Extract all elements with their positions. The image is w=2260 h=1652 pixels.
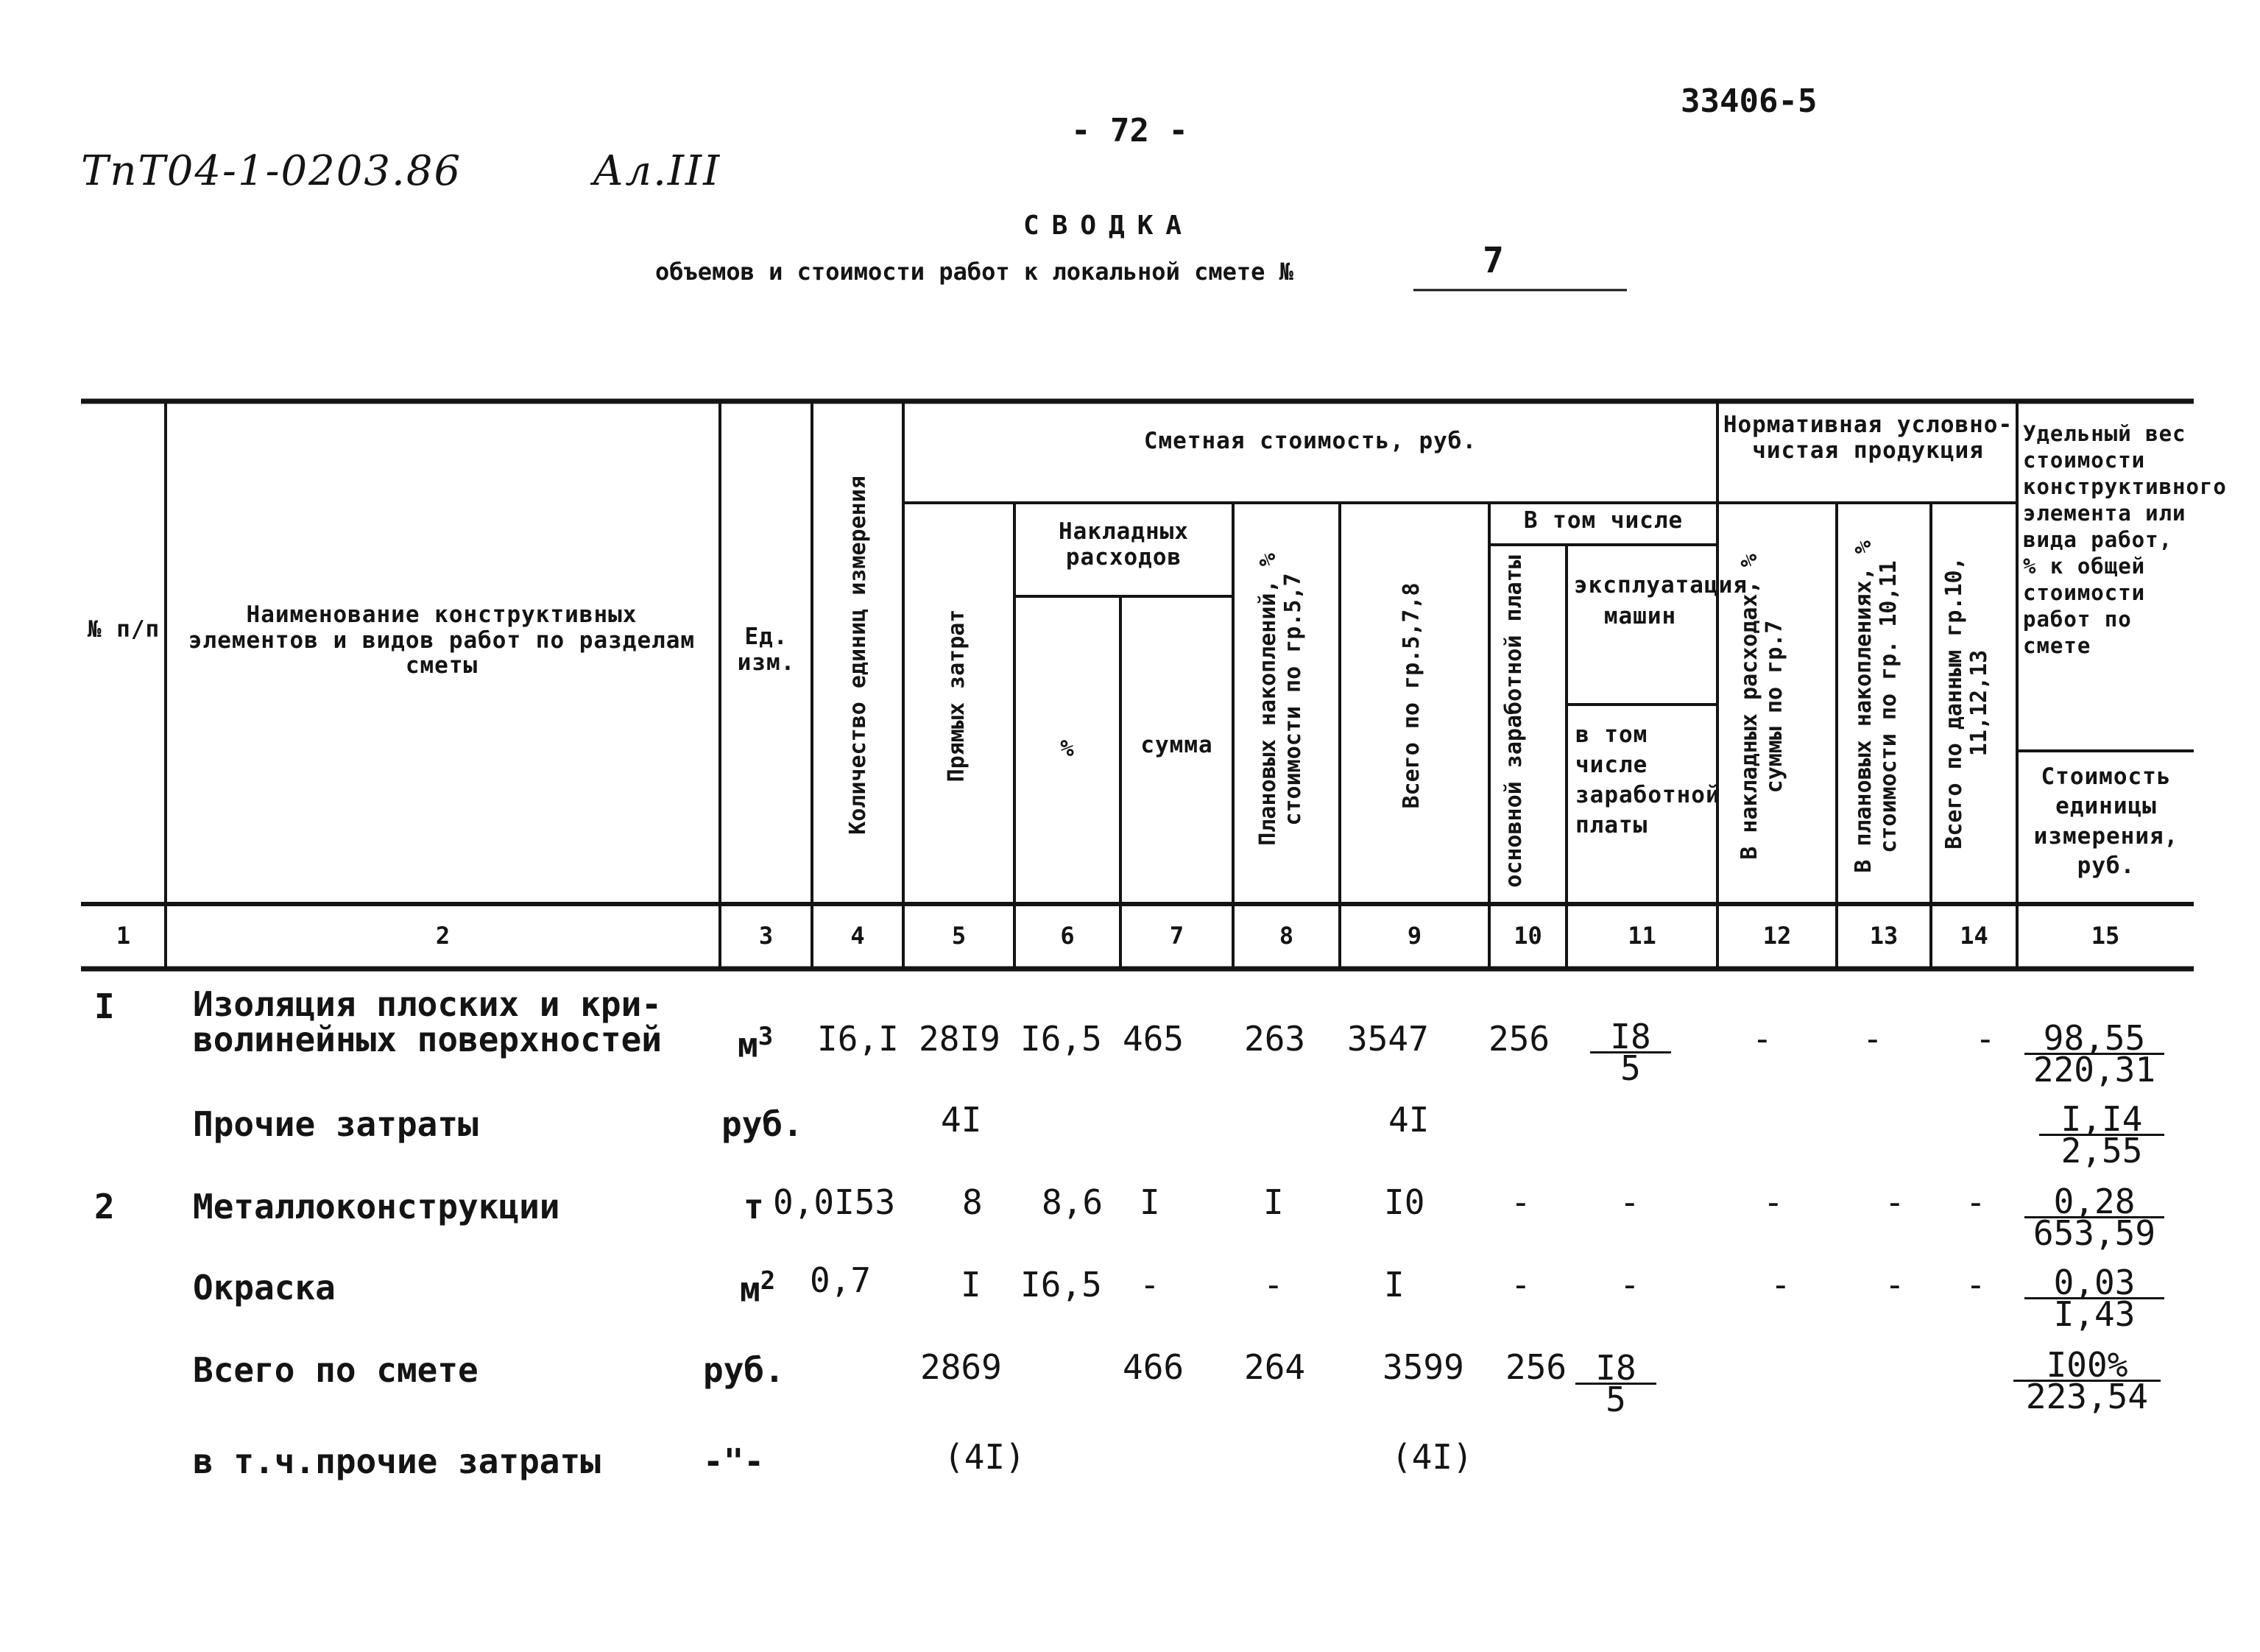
row-machine-operation: -: [1620, 1265, 1640, 1305]
document-title: СВОДКА: [1023, 211, 1195, 241]
row-direct-costs: 2869: [920, 1347, 1002, 1387]
row-specific-weight: $\frac{0,03}{I,43}$: [2024, 1268, 2164, 1329]
row-unit: $м^3$: [738, 1022, 774, 1065]
col-header-machine-wages: в том числе заработной платы: [1575, 721, 1720, 839]
col-header-in-overhead: В накладных расходах, % суммы по гр.7: [1737, 554, 1787, 860]
row-quantity: I6,I: [817, 1019, 899, 1059]
col-number: 2: [435, 922, 451, 950]
col-number: 13: [1869, 922, 1899, 950]
row-number: I: [94, 986, 115, 1026]
col-number: 4: [850, 922, 865, 950]
row-in-overhead: -: [1752, 1019, 1773, 1059]
row-total: 4I: [1388, 1100, 1430, 1140]
col-header-number: № п/п: [87, 616, 160, 643]
row-total-by-data: -: [1966, 1182, 1986, 1222]
row-name: Изоляция плоских и кри- волинейных поверхностей: [193, 984, 662, 1059]
col-header-quantity: Количество единиц измерения: [845, 476, 871, 835]
row-specific-weight: $\frac{98,55}{220,31}$: [2024, 1023, 2164, 1084]
col-header-base-wages: основной заработной платы: [1501, 555, 1527, 888]
row-total: (4I): [1391, 1437, 1473, 1477]
row-machine-operation: -: [1620, 1182, 1640, 1222]
row-total: I0: [1384, 1182, 1425, 1222]
row-total-by-data: -: [1975, 1019, 1996, 1059]
col-header-unit-cost: Стоимость единицы измерения, руб.: [2033, 763, 2179, 879]
col-header-machine-operation: эксплуатация машин: [1574, 572, 1748, 629]
row-in-planned-savings: -: [1885, 1265, 1905, 1305]
row-unit: руб.: [721, 1104, 803, 1144]
row-total: 3547: [1347, 1019, 1429, 1059]
row-name: в т.ч.прочие затраты: [193, 1441, 601, 1481]
row-base-wages: -: [1511, 1182, 1531, 1222]
row-unit: $м^2$: [740, 1266, 776, 1310]
row-machine-operation: $\frac{I8}{5}$: [1590, 1022, 1671, 1083]
row-in-planned-savings: -: [1862, 1019, 1883, 1059]
album-code: Ал.III: [593, 147, 721, 195]
col-group-estimated-cost: Сметная стоимость, руб.: [1143, 428, 1477, 454]
col-header-overhead-sum: сумма: [1140, 732, 1213, 758]
col-header-total: Всего по гр.5,7,8: [1399, 582, 1424, 809]
row-machine-operation: $\frac{I8}{5}$: [1575, 1353, 1656, 1414]
row-name: Всего по смете: [193, 1350, 479, 1390]
row-unit: руб.: [703, 1350, 785, 1390]
col-number: 10: [1514, 922, 1542, 950]
row-name: Металлоконструкции: [193, 1187, 560, 1226]
row-overhead-sum: 466: [1123, 1347, 1184, 1387]
row-planned-savings: 263: [1244, 1019, 1306, 1059]
row-total: 3599: [1383, 1347, 1464, 1387]
col-number: 7: [1169, 922, 1184, 950]
row-total: I: [1384, 1265, 1405, 1305]
col-group-overhead: Накладных расходов: [1059, 518, 1189, 571]
row-unit: -"-: [703, 1441, 765, 1481]
row-direct-costs: (4I): [944, 1437, 1025, 1477]
row-overhead-percent: I6,5: [1020, 1019, 1102, 1059]
col-header-specific-weight: Удельный вес стоимости конструктивного элемента или вида работ, % к общей стоимости работ по смете: [2023, 421, 2227, 658]
col-number: 11: [1628, 922, 1656, 950]
row-base-wages: -: [1511, 1265, 1531, 1305]
row-in-overhead: -: [1770, 1265, 1791, 1305]
row-overhead-sum: -: [1140, 1265, 1160, 1305]
col-header-planned-savings: Плановых накоплений, % стоимости по гр.5,7: [1255, 553, 1306, 846]
row-overhead-sum: 465: [1123, 1019, 1184, 1059]
page-number: - 72 -: [1071, 112, 1188, 149]
col-number: 6: [1060, 922, 1075, 950]
row-quantity: 0,0I53: [773, 1182, 896, 1222]
document-code: ТпТ04-1-0203.86: [81, 147, 462, 195]
row-base-wages: 256: [1505, 1347, 1567, 1387]
col-header-unit: Ед. изм.: [737, 624, 796, 676]
row-direct-costs: 28I9: [919, 1019, 1000, 1059]
estimate-number: 7: [1483, 240, 1504, 281]
col-header-overhead-percent: %: [1060, 735, 1075, 762]
row-specific-weight: $\frac{0,28}{653,59}$: [2024, 1187, 2164, 1248]
col-number: 3: [758, 922, 774, 950]
col-header-in-planned-savings: В плановых накоплениях, % стоимости по гр. 10,11: [1851, 540, 1901, 873]
row-in-overhead: -: [1763, 1182, 1784, 1222]
col-number: 14: [1960, 922, 1988, 950]
row-specific-weight: $\frac{I,I4}{2,55}$: [2039, 1104, 2164, 1165]
row-total-by-data: -: [1966, 1265, 1986, 1305]
col-header-direct-costs: Прямых затрат: [944, 609, 970, 783]
col-header-name: Наименование конструктивных элементов и видов работ по разделам сметы: [188, 601, 696, 679]
row-in-planned-savings: -: [1885, 1182, 1905, 1222]
sheet-code: 33406-5: [1681, 82, 1818, 120]
col-number: 8: [1279, 922, 1294, 950]
row-planned-savings: 264: [1244, 1347, 1306, 1387]
col-header-total-by-data: Всего по данным гр.10, 11,12,13: [1941, 557, 1992, 850]
document-subtitle: объемов и стоимости работ к локальной смете №: [655, 258, 1293, 286]
row-direct-costs: I: [961, 1265, 981, 1305]
col-number: 9: [1407, 922, 1422, 950]
row-quantity: 0,7: [810, 1260, 872, 1300]
row-name: Прочие затраты: [193, 1104, 479, 1144]
col-group-normative-net-output: Нормативная условно-чистая продукция: [1723, 412, 2013, 464]
row-direct-costs: 8: [962, 1182, 983, 1222]
row-number: 2: [94, 1187, 115, 1226]
col-number: 12: [1762, 922, 1792, 950]
col-group-including: В том числе: [1523, 507, 1684, 534]
row-unit: т: [744, 1187, 764, 1226]
row-specific-weight: $\frac{I00\%}{223,54}$: [2013, 1350, 2161, 1411]
col-number: 15: [2091, 922, 2120, 950]
row-planned-savings: -: [1263, 1265, 1284, 1305]
row-overhead-sum: I: [1140, 1182, 1160, 1222]
row-overhead-percent: I6,5: [1020, 1265, 1102, 1305]
col-number: 1: [116, 922, 131, 950]
row-planned-savings: I: [1263, 1182, 1284, 1222]
row-base-wages: 256: [1489, 1019, 1550, 1059]
row-direct-costs: 4I: [941, 1100, 982, 1140]
col-number: 5: [951, 922, 967, 950]
row-overhead-percent: 8,6: [1042, 1182, 1103, 1222]
row-name: Окраска: [193, 1268, 336, 1307]
